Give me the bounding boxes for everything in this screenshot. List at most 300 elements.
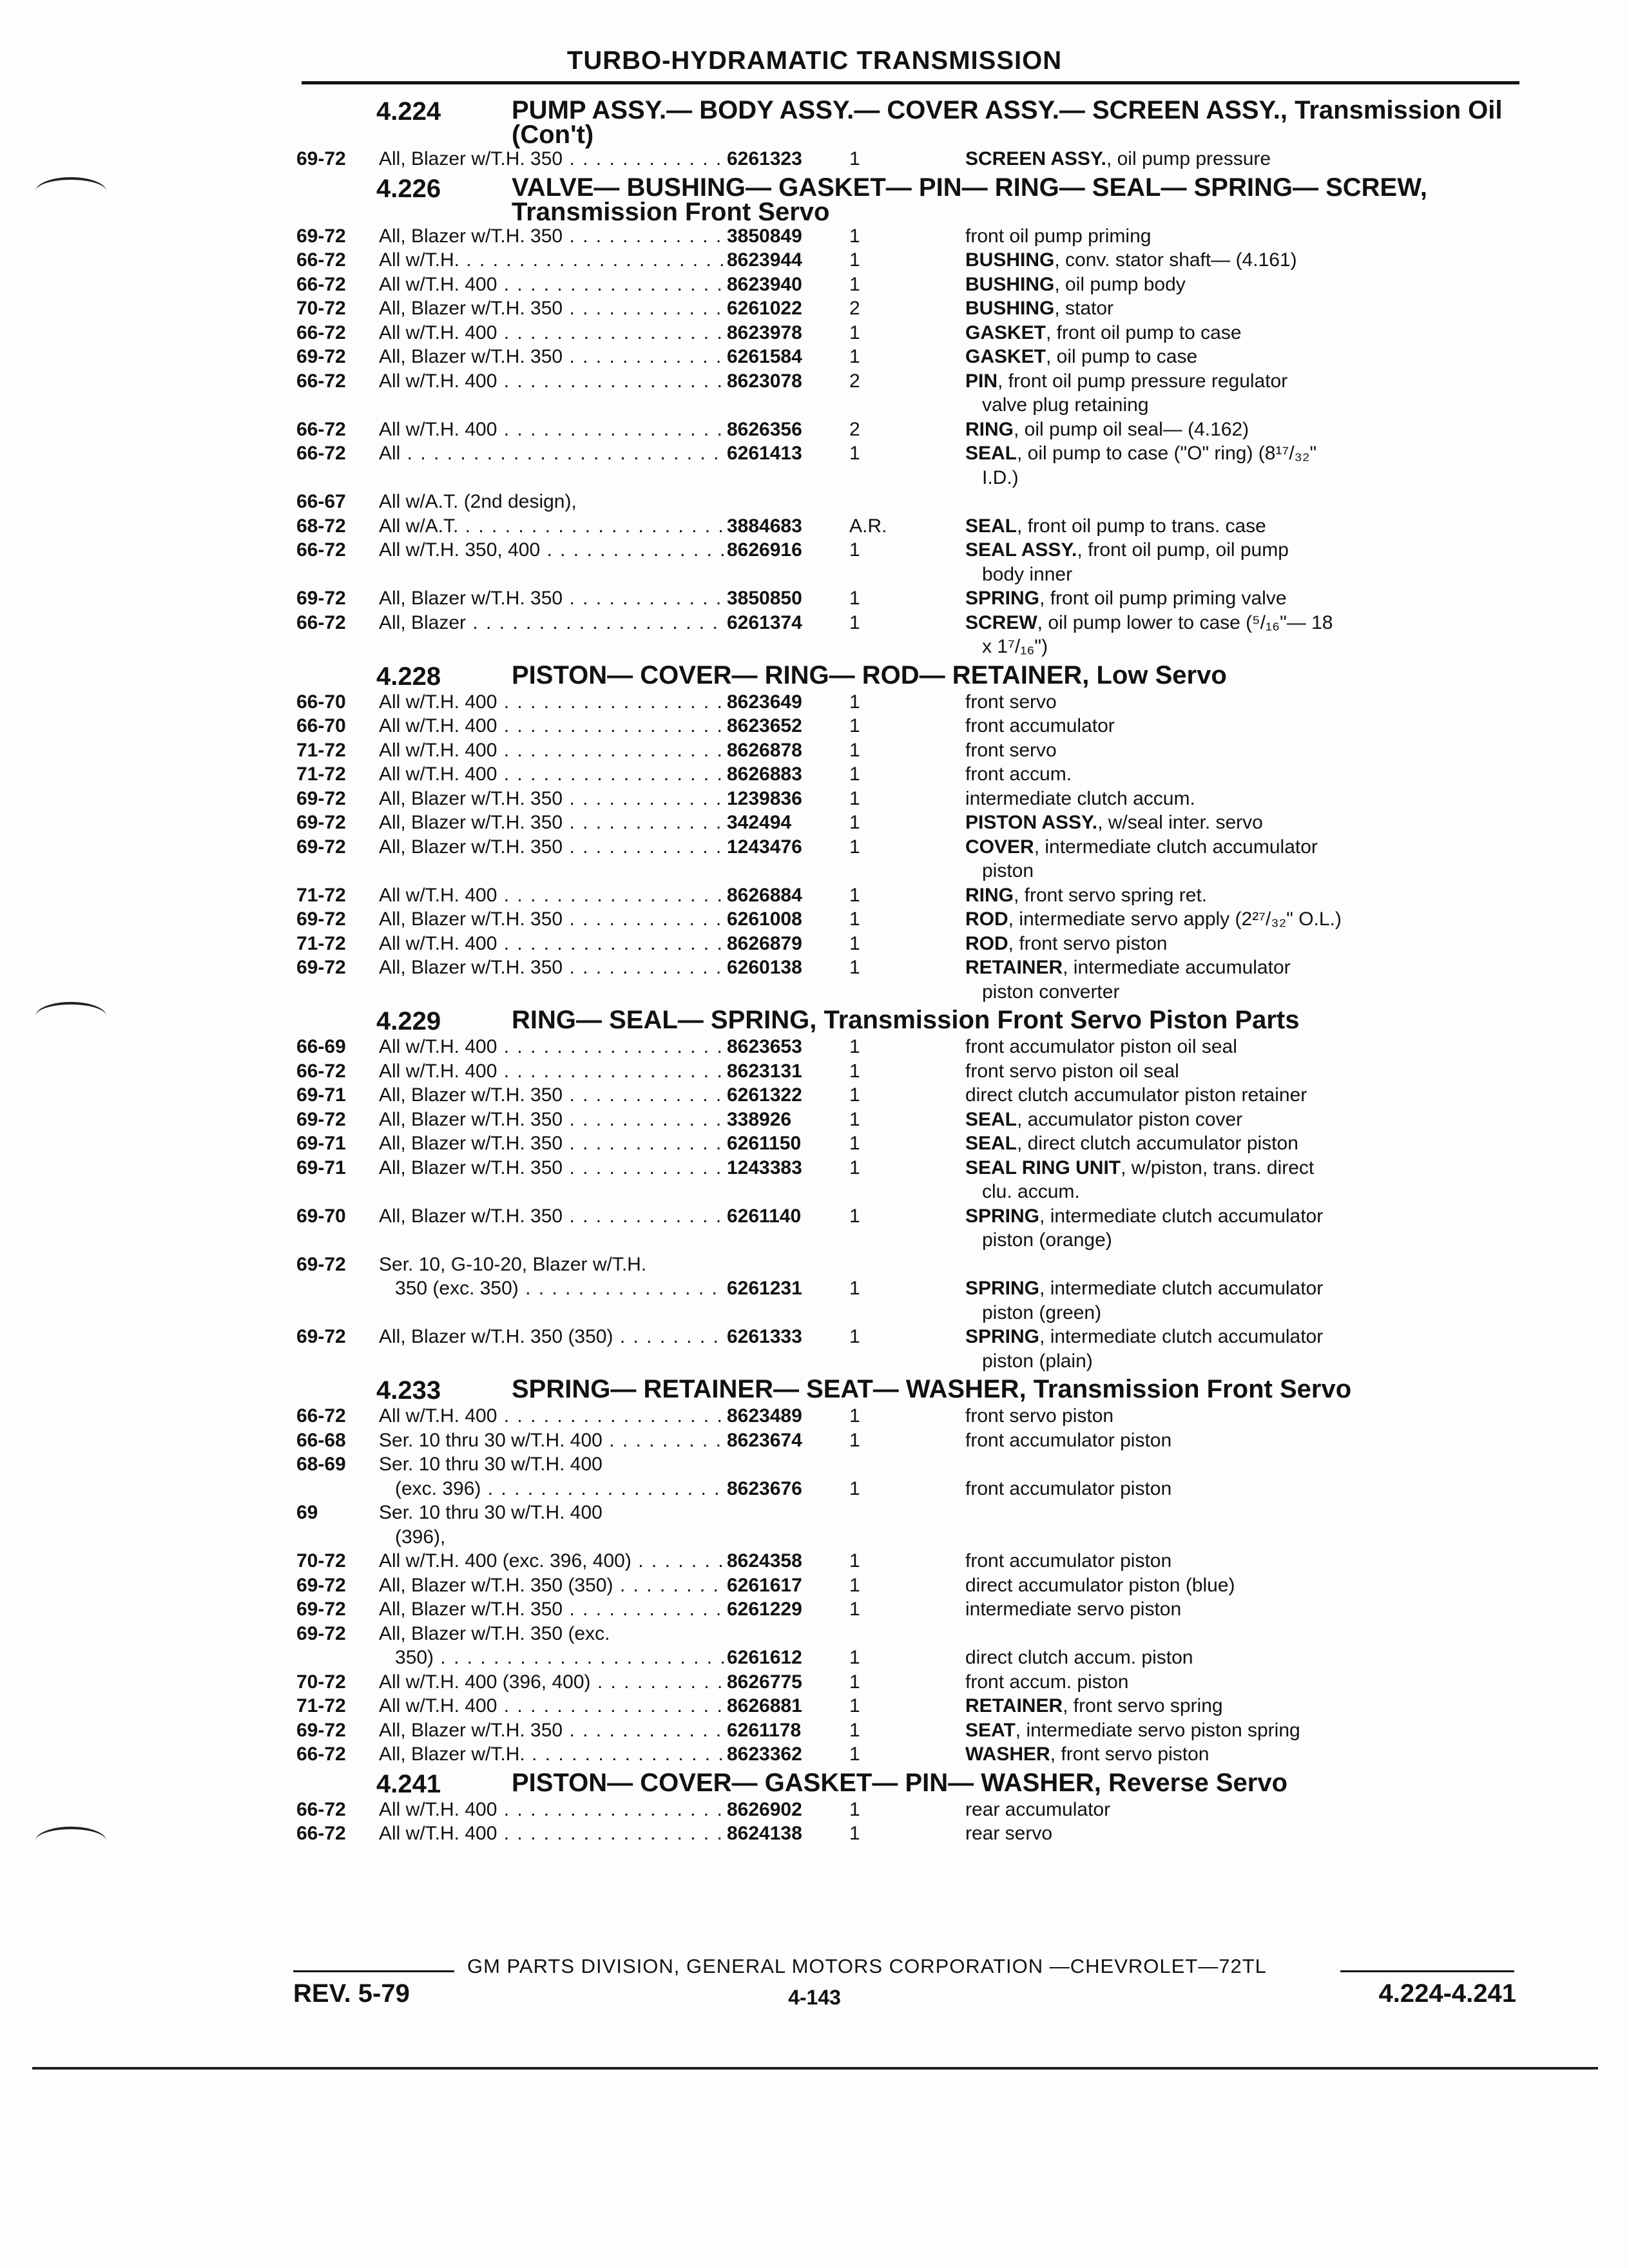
description-text: direct clutch accumulator piston retainer (965, 1084, 1307, 1106)
quantity: 1 (849, 1036, 860, 1057)
description-text: , oil pump oil seal— (4.162) (1014, 418, 1249, 440)
section-number: 4.229 (376, 1007, 441, 1035)
quantity: 1 (849, 1719, 860, 1741)
description-text: front oil pump priming (965, 225, 1152, 247)
application (379, 562, 727, 587)
part-number: 6261229 (727, 1599, 802, 1620)
model-years (296, 1477, 379, 1501)
description-keyword: SEAL (965, 443, 1017, 464)
model-years: 71-72 (296, 932, 346, 954)
model-years: 71-72 (296, 884, 346, 906)
description (965, 1477, 1521, 1501)
description (965, 811, 1521, 835)
quantity: 1 (849, 764, 860, 785)
description (965, 538, 1521, 562)
description-text: , direct clutch accumulator piston (1017, 1133, 1298, 1154)
application (379, 1180, 727, 1204)
section-heading (296, 1008, 1521, 1035)
part-row (296, 835, 1521, 860)
part-row (296, 224, 1521, 249)
part-number (727, 1452, 849, 1477)
section-heading (296, 660, 1521, 691)
description-text: , conv. stator shaft— (4.161) (1054, 249, 1297, 271)
part-number: 8623676 (727, 1477, 802, 1499)
model-years: 66-70 (296, 691, 346, 713)
part-number: 6260138 (727, 957, 802, 978)
quantity: 1 (849, 588, 860, 609)
part-number: 6261150 (727, 1133, 802, 1154)
part-row (296, 1156, 1521, 1180)
quantity: 1 (849, 249, 860, 271)
quantity: 1 (849, 1278, 860, 1299)
part-row (296, 562, 1521, 587)
part-row (296, 345, 1521, 369)
description (965, 586, 1521, 611)
part-number: 1239836 (727, 787, 802, 809)
application: All w/T.H. 400 . . . (379, 1798, 727, 1822)
part-row (296, 248, 1521, 273)
description-text: front accum. (965, 764, 1072, 785)
quantity: 2 (849, 298, 860, 319)
part-row (296, 956, 1521, 980)
model-years (296, 466, 379, 490)
description-text: , oil pump to case ("O" ring) (8¹⁷/₃₂" (1017, 443, 1317, 464)
quantity: 1 (849, 1429, 860, 1451)
model-years: 66-68 (296, 1429, 346, 1451)
part-number: 8626916 (727, 539, 802, 561)
description-text: piston converter (982, 981, 1120, 1003)
description-keyword: SCREEN ASSY. (965, 148, 1106, 169)
part-row (296, 714, 1521, 738)
part-number (727, 1622, 849, 1646)
part-number: 8626356 (727, 418, 802, 440)
quantity: 1 (849, 1477, 860, 1499)
description-text: front servo piston oil seal (965, 1060, 1179, 1082)
section-title: SPRING— RETAINER— SEAT— WASHER, Transmission Front Servo (512, 1375, 1352, 1403)
part-number: 8626883 (727, 764, 802, 785)
application (379, 1349, 727, 1374)
description-text: , intermediate accumulator (1063, 957, 1291, 978)
application: All, Blazer w/T.H. 350 . . . (379, 835, 727, 860)
quantity: 1 (849, 1823, 860, 1844)
description-text: front accum. piston (965, 1671, 1129, 1693)
description (965, 1573, 1521, 1598)
part-row (296, 1180, 1521, 1204)
application (379, 859, 727, 883)
description-text: , front servo spring (1063, 1695, 1223, 1716)
quantity (849, 1253, 965, 1277)
quantity: 1 (849, 443, 860, 464)
quantity (849, 466, 965, 490)
description (965, 296, 1521, 321)
description (965, 738, 1521, 763)
part-row (296, 907, 1521, 932)
section-title: PISTON— COVER— GASKET— PIN— WASHER, Reverse Servo (512, 1768, 1288, 1797)
part-number: 3850850 (727, 588, 802, 609)
description-keyword: SEAL (965, 1133, 1017, 1154)
description-keyword: BUSHING (965, 273, 1055, 295)
model-years: 69-72 (296, 812, 346, 833)
application: All, Blazer w/T.H. 350 (350) . . . (379, 1573, 727, 1598)
part-row (296, 787, 1521, 811)
description (965, 1156, 1521, 1180)
quantity: 1 (849, 715, 860, 736)
application: All w/T.H. 400 . . . (379, 1059, 727, 1084)
quantity: 1 (849, 1108, 860, 1130)
part-number: 6261140 (727, 1205, 802, 1227)
model-years: 66-69 (296, 1036, 346, 1057)
description (965, 1228, 1521, 1253)
description-keyword: BUSHING (965, 249, 1055, 271)
description (965, 932, 1521, 956)
part-number: 8626881 (727, 1695, 802, 1716)
part-row (296, 1301, 1521, 1325)
part-number: 8623940 (727, 273, 802, 295)
description (965, 1428, 1521, 1453)
quantity: 1 (849, 346, 860, 367)
quantity: 1 (849, 225, 860, 247)
part-row (296, 490, 1521, 514)
model-years: 66-70 (296, 715, 346, 736)
description (965, 1798, 1521, 1822)
part-number: 1243383 (727, 1157, 802, 1178)
model-years (296, 1228, 379, 1253)
description (965, 1622, 1521, 1646)
punch-hole-mark (35, 1827, 106, 1855)
part-row (296, 466, 1521, 490)
parts-catalog-content (296, 94, 1521, 1846)
part-number (727, 1349, 849, 1374)
description (965, 1646, 1521, 1670)
part-number (727, 1253, 849, 1277)
description-text: , oil pump lower to case (⁵/₁₆"— 18 (1037, 611, 1333, 633)
part-row (296, 811, 1521, 835)
part-number: 1243476 (727, 836, 802, 858)
part-row (296, 1670, 1521, 1695)
model-years: 66-72 (296, 611, 346, 633)
description (965, 1276, 1521, 1301)
description (965, 956, 1521, 980)
model-years: 66-72 (296, 322, 346, 343)
model-years (296, 393, 379, 418)
part-number: 8626884 (727, 884, 802, 906)
part-number: 8623078 (727, 370, 802, 392)
application: All w/T.H. 400 . . . (379, 762, 727, 787)
description-keyword: GASKET (965, 346, 1046, 367)
description (965, 635, 1521, 659)
model-years: 68-72 (296, 515, 346, 537)
part-number: 8623362 (727, 1744, 802, 1765)
part-row (296, 147, 1521, 171)
description-text: , front oil pump to case (1046, 322, 1242, 343)
part-row (296, 738, 1521, 763)
application: Ser. 10 thru 30 w/T.H. 400 . . . (379, 1428, 727, 1453)
application: Ser. 10 thru 30 w/T.H. 400 (379, 1454, 602, 1475)
description (965, 345, 1521, 369)
section-heading (296, 1377, 1521, 1404)
part-row (296, 1549, 1521, 1573)
part-number (727, 635, 849, 659)
description-text: front accumulator piston (965, 1550, 1172, 1571)
description-text: , w/seal inter. servo (1097, 812, 1263, 833)
description-text: , front servo piston (1008, 932, 1168, 954)
quantity: 2 (849, 418, 860, 440)
quantity: A.R. (849, 515, 887, 537)
application: All, Blazer w/T.H. 350 . . . (379, 811, 727, 835)
description (965, 980, 1521, 1004)
quantity: 1 (849, 148, 860, 169)
model-years: 68-69 (296, 1454, 346, 1475)
quantity: 1 (849, 1060, 860, 1082)
application: All, Blazer w/T.H. 350 . . . (379, 1597, 727, 1622)
part-row (296, 1525, 1521, 1550)
part-row (296, 1253, 1521, 1277)
description (965, 1670, 1521, 1695)
part-number: 6261333 (727, 1326, 802, 1347)
application: All, Blazer w/T.H. 350 . . . (379, 1156, 727, 1180)
section-number: 4.226 (376, 174, 441, 203)
application: All w/T.H. 400 . . . (379, 932, 727, 956)
quantity (849, 490, 965, 514)
model-years: 70-72 (296, 1671, 346, 1693)
model-years: 69 (296, 1502, 318, 1523)
part-number (727, 490, 849, 514)
model-years: 69-72 (296, 787, 346, 809)
description-text: x 1⁷/₁₆") (982, 636, 1048, 657)
part-row (296, 1573, 1521, 1598)
part-number: 8624358 (727, 1550, 802, 1571)
application: All, Blazer w/T.H. 350 . . . (379, 907, 727, 932)
description-text: piston (orange) (982, 1229, 1112, 1251)
model-years (296, 1646, 379, 1670)
quantity: 1 (849, 957, 860, 978)
application: All w/T.H. 400 . . . (379, 1694, 727, 1718)
model-years: 69-72 (296, 1326, 346, 1347)
description (965, 714, 1521, 738)
section-number: 4.228 (376, 662, 441, 691)
model-years: 70-72 (296, 298, 346, 319)
quantity (849, 1525, 965, 1550)
section-heading (296, 1768, 1521, 1798)
description-text: I.D.) (982, 466, 1019, 488)
description-keyword: SEAL (965, 515, 1017, 537)
description (965, 1718, 1521, 1743)
quantity: 1 (849, 1744, 860, 1765)
part-row (296, 883, 1521, 908)
part-row (296, 418, 1521, 442)
part-number (727, 1301, 849, 1325)
description-keyword: SEAL ASSY. (965, 539, 1077, 561)
model-years: 69-72 (296, 225, 346, 247)
part-number: 6261584 (727, 346, 802, 367)
application: All, Blazer w/T.H. 350 . . . (379, 1131, 727, 1156)
application: All w/A.T. (2nd design), (379, 491, 577, 512)
quantity: 1 (849, 884, 860, 906)
description (965, 273, 1521, 297)
description (965, 1108, 1521, 1132)
description (965, 1180, 1521, 1204)
part-row (296, 1694, 1521, 1718)
application: 350) . . . (379, 1646, 727, 1670)
quantity (849, 393, 965, 418)
section-number: 4.224 (376, 97, 441, 126)
description (965, 1083, 1521, 1108)
description (965, 1301, 1521, 1325)
part-number: 6261008 (727, 908, 802, 930)
description-keyword: RETAINER (965, 1695, 1063, 1716)
application: All, Blazer w/T.H. 350 . . . (379, 1718, 727, 1743)
description-text: body inner (982, 563, 1073, 585)
model-years: 66-72 (296, 1798, 346, 1820)
description-text: direct accumulator piston (blue) (965, 1574, 1235, 1596)
application (379, 1228, 727, 1253)
model-years: 66-72 (296, 1823, 346, 1844)
description (965, 859, 1521, 883)
part-number (727, 393, 849, 418)
part-number: 8626902 (727, 1798, 802, 1820)
model-years: 69-72 (296, 908, 346, 930)
model-years (296, 1301, 379, 1325)
part-row (296, 1083, 1521, 1108)
description-text: , front servo spring ret. (1014, 884, 1208, 906)
application: All, Blazer w/T.H. 350 . . . (379, 1083, 727, 1108)
part-row (296, 1228, 1521, 1253)
description-keyword: SCREW (965, 611, 1037, 633)
application: All, Blazer w/T.H. 350 . . . (379, 224, 727, 249)
application (379, 466, 727, 490)
quantity (849, 635, 965, 659)
description-text: , oil pump to case (1046, 346, 1198, 367)
model-years: 69-72 (296, 588, 346, 609)
part-row (296, 1404, 1521, 1428)
part-number (727, 1180, 849, 1204)
description-text: , w/piston, trans. direct (1121, 1157, 1315, 1178)
part-row (296, 1325, 1521, 1349)
description-text: front servo (965, 691, 1057, 713)
model-years: 66-72 (296, 443, 346, 464)
application: All w/T.H. 400 . . . (379, 738, 727, 763)
part-number: 3884683 (727, 515, 802, 537)
section-number: 4.241 (376, 1769, 441, 1798)
model-years: 66-72 (296, 1405, 346, 1427)
model-years: 69-72 (296, 148, 346, 169)
description-text: , intermediate clutch accumulator (1039, 1326, 1324, 1347)
quantity: 1 (849, 611, 860, 633)
application: All, Blazer w/T.H. 350 . . . (379, 787, 727, 811)
bottom-rule (32, 2067, 1598, 2070)
application: All w/T.H. 400 . . . (379, 1035, 727, 1059)
application: 350 (exc. 350) . . . (379, 1276, 727, 1301)
part-row (296, 1501, 1521, 1525)
part-number: 8623131 (727, 1060, 802, 1082)
quantity: 1 (849, 932, 860, 954)
model-years: 66-72 (296, 1060, 346, 1082)
part-row (296, 1131, 1521, 1156)
description-text: piston (plain) (982, 1350, 1093, 1372)
part-row (296, 1646, 1521, 1670)
part-row (296, 1452, 1521, 1477)
model-years: 66-72 (296, 1744, 346, 1765)
application: All w/T.H. 400 . . . (379, 714, 727, 738)
application: All, Blazer w/T.H. 350 . . . (379, 1108, 727, 1132)
model-years: 69-71 (296, 1084, 346, 1106)
description-keyword: SEAL RING UNIT (965, 1157, 1121, 1178)
description (965, 393, 1521, 418)
part-number: 6261322 (727, 1084, 802, 1106)
quantity: 1 (849, 739, 860, 761)
part-row (296, 762, 1521, 787)
quantity (849, 1180, 965, 1204)
part-row (296, 1477, 1521, 1501)
description-text: rear servo (965, 1823, 1053, 1844)
application: Ser. 10, G-10-20, Blazer w/T.H. (379, 1253, 647, 1275)
part-row (296, 635, 1521, 659)
part-number: 6261612 (727, 1647, 802, 1668)
application: All w/A.T. . . . (379, 514, 727, 539)
description (965, 787, 1521, 811)
part-number: 6261617 (727, 1574, 802, 1596)
quantity: 1 (849, 836, 860, 858)
application: All w/T.H. 400 . . . (379, 883, 727, 908)
part-number (727, 980, 849, 1004)
description-keyword: RETAINER (965, 957, 1063, 978)
application: All w/T.H. 400 (396, 400) . . . (379, 1670, 727, 1695)
application: (exc. 396) . . . (379, 1477, 727, 1501)
model-years: 66-72 (296, 539, 346, 561)
model-years: 66-72 (296, 418, 346, 440)
quantity: 1 (849, 539, 860, 561)
description-text: , intermediate clutch accumulator (1039, 1278, 1324, 1299)
description-text: , front oil pump pressure regulator (998, 370, 1288, 392)
part-number (727, 466, 849, 490)
description-keyword: SEAT (965, 1719, 1016, 1741)
description-text: , oil pump body (1054, 273, 1186, 295)
part-number: 342494 (727, 812, 792, 833)
description (965, 1404, 1521, 1428)
description-text: , intermediate clutch accumulator (1034, 836, 1318, 858)
part-row (296, 1035, 1521, 1059)
part-row (296, 1718, 1521, 1743)
section-title: RING— SEAL— SPRING, Transmission Front Servo Piston Parts (512, 1006, 1300, 1034)
model-years: 69-72 (296, 1574, 346, 1596)
part-row (296, 932, 1521, 956)
description-text: valve plug retaining (982, 394, 1149, 416)
part-number: 3850849 (727, 225, 802, 247)
section-heading (296, 175, 1521, 224)
description-text: , intermediate servo apply (2²⁷/₃₂" O.L.) (1008, 908, 1342, 930)
part-number (727, 1228, 849, 1253)
part-number (727, 1525, 849, 1550)
part-number: 8623674 (727, 1429, 802, 1451)
part-row (296, 1798, 1521, 1822)
quantity: 1 (849, 691, 860, 713)
model-years: 69-72 (296, 957, 346, 978)
description (965, 611, 1521, 635)
description (965, 690, 1521, 715)
description-text: , intermediate servo piston spring (1015, 1719, 1300, 1741)
quantity: 1 (849, 1574, 860, 1596)
description-keyword: SPRING (965, 1205, 1040, 1227)
description (965, 1742, 1521, 1767)
part-number: 6261022 (727, 298, 802, 319)
part-number (727, 1501, 849, 1525)
description (965, 1549, 1521, 1573)
footer-corporation: GM PARTS DIVISION, GENERAL MOTORS CORPORATION —CHEVROLET—72TL (467, 1955, 1267, 1977)
description-text: front servo piston (965, 1405, 1114, 1427)
description (965, 1204, 1521, 1229)
model-years: 66-72 (296, 249, 346, 271)
description-text: , accumulator piston cover (1017, 1108, 1243, 1130)
